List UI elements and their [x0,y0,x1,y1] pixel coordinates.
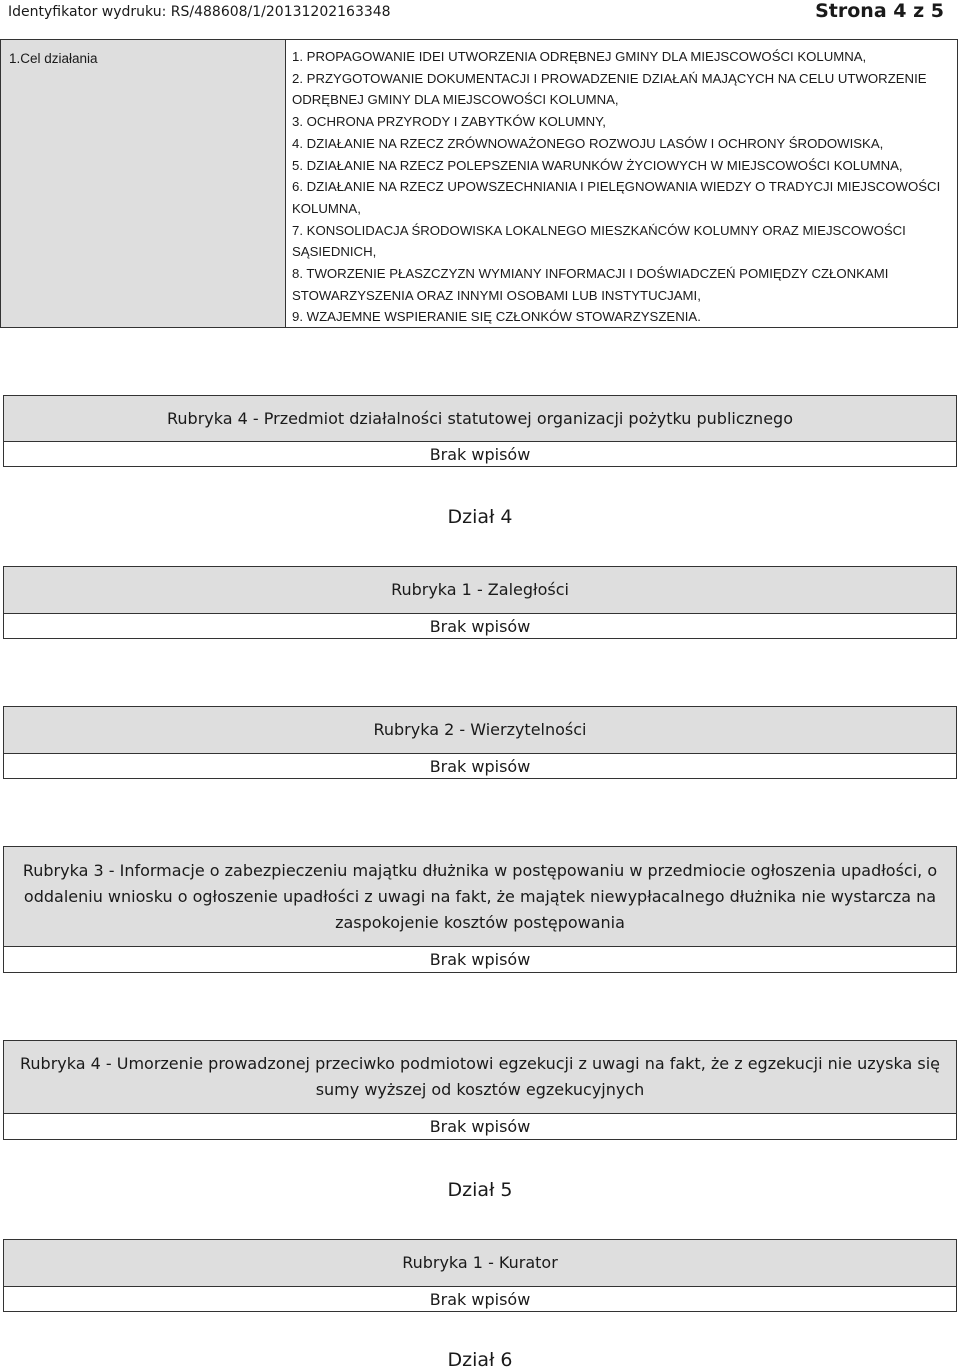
cel-dzialania-label: 1.Cel działania [1,40,286,327]
cel-item: 3. OCHRONA PRZYRODY I ZABYTKÓW KOLUMNY, [292,114,606,130]
dzial-4-heading: Dział 4 [447,506,513,528]
rubryka-title: Rubryka 1 - Kurator [4,1240,956,1287]
rubryka-title: Rubryka 4 - Przedmiot działalności statutowej organizacji pożytku publicznego [4,396,956,442]
rubryka-title: Rubryka 2 - Wierzytelności [4,707,956,754]
rubryka-3-informacje-box [3,846,957,973]
print-identifier: Identyfikator wydruku: RS/488608/1/20131202163348 [8,4,391,20]
cel-item: 5. DZIAŁANIE NA RZECZ POLEPSZENIA WARUNKÓW ŻYCIOWYCH W MIEJSCOWOŚCI KOLUMNA, [292,157,903,173]
rubryka-1-kurator-box [3,1239,957,1312]
cel-item: 1. PROPAGOWANIE IDEI UTWORZENIA ODRĘBNEJ GMINY DLA MIEJSCOWOŚCI KOLUMNA, [292,49,867,64]
brak-wpisow: Brak wpisów [429,1117,531,1136]
cel-dzialania-table [0,39,958,328]
rubryka-4-umorzenie-box [3,1040,957,1140]
cel-item: 6. DZIAŁANIE NA RZECZ UPOWSZECHNIANIA I PIELĘGNOWANIA WIEDZY O TRADYCJI MIEJSCOWOŚCI KOLUMNA, [292,179,941,216]
rubryka-title: Rubryka 3 - Informacje o zabezpieczeniu majątku dłużnika w postępowaniu w przedmiocie ogłoszenia upadłości, o oddaleniu wniosku o ogłoszenie upadłości z uwagi na fakt, że majątek niewypłacalnego dłużnika nie wystarcza na zaspokojenie kosztów postępowania [4,847,956,947]
rubryka-1-zaleglosci-box [3,566,957,639]
page-number: Strona 4 z 5 [815,0,944,22]
rubryka-title: Rubryka 4 - Umorzenie prowadzonej przeciwko podmiotowi egzekucji z uwagi na fakt, że z egzekucji nie uzyska się sumy wyższej od kosztów egzekucyjnych [4,1041,956,1114]
brak-wpisow: Brak wpisów [429,444,531,464]
rubryka-title: Rubryka 1 - Zaległości [4,567,956,614]
dzial-6-heading: Dział 6 [447,1349,513,1371]
cel-item: 4. DZIAŁANIE NA RZECZ ZRÓWNOWAŻONEGO ROZWOJU LASÓW I OCHRONY ŚRODOWISKA, [292,135,884,151]
dzial-5-heading: Dział 5 [447,1179,513,1201]
rubryka-4-przedmiot-box [3,395,957,467]
brak-wpisow: Brak wpisów [429,1289,531,1309]
cel-item: 8. TWORZENIE PŁASZCZYZN WYMIANY INFORMACJI I DOŚWIADCZEŃ POMIĘDZY CZŁONKAMI STOWARZYSZENIA ORAZ INNYMI OSOBAMI LUB INSTYTUCJAMI, [292,266,889,303]
cel-item: 2. PRZYGOTOWANIE DOKUMENTACJI I PROWADZENIE DZIAŁAŃ MAJĄCYCH NA CELU UTWORZENIE ODRĘBNEJ GMINY DLA MIEJSCOWOŚCI KOLUMNA, [292,70,927,108]
brak-wpisow: Brak wpisów [429,756,531,776]
brak-wpisow: Brak wpisów [429,950,531,969]
cel-item: 9. WZAJEMNE WSPIERANIE SIĘ CZŁONKÓW STOWARZYSZENIA. [292,309,701,325]
cel-dzialania-list [286,40,957,327]
cel-item: 7. KONSOLIDACJA ŚRODOWISKA LOKALNEGO MIESZKAŃCÓW KOLUMNY ORAZ MIEJSCOWOŚCI SĄSIEDNICH, [292,222,906,260]
rubryka-2-wierzytelnosci-box [3,706,957,779]
brak-wpisow: Brak wpisów [429,616,531,636]
